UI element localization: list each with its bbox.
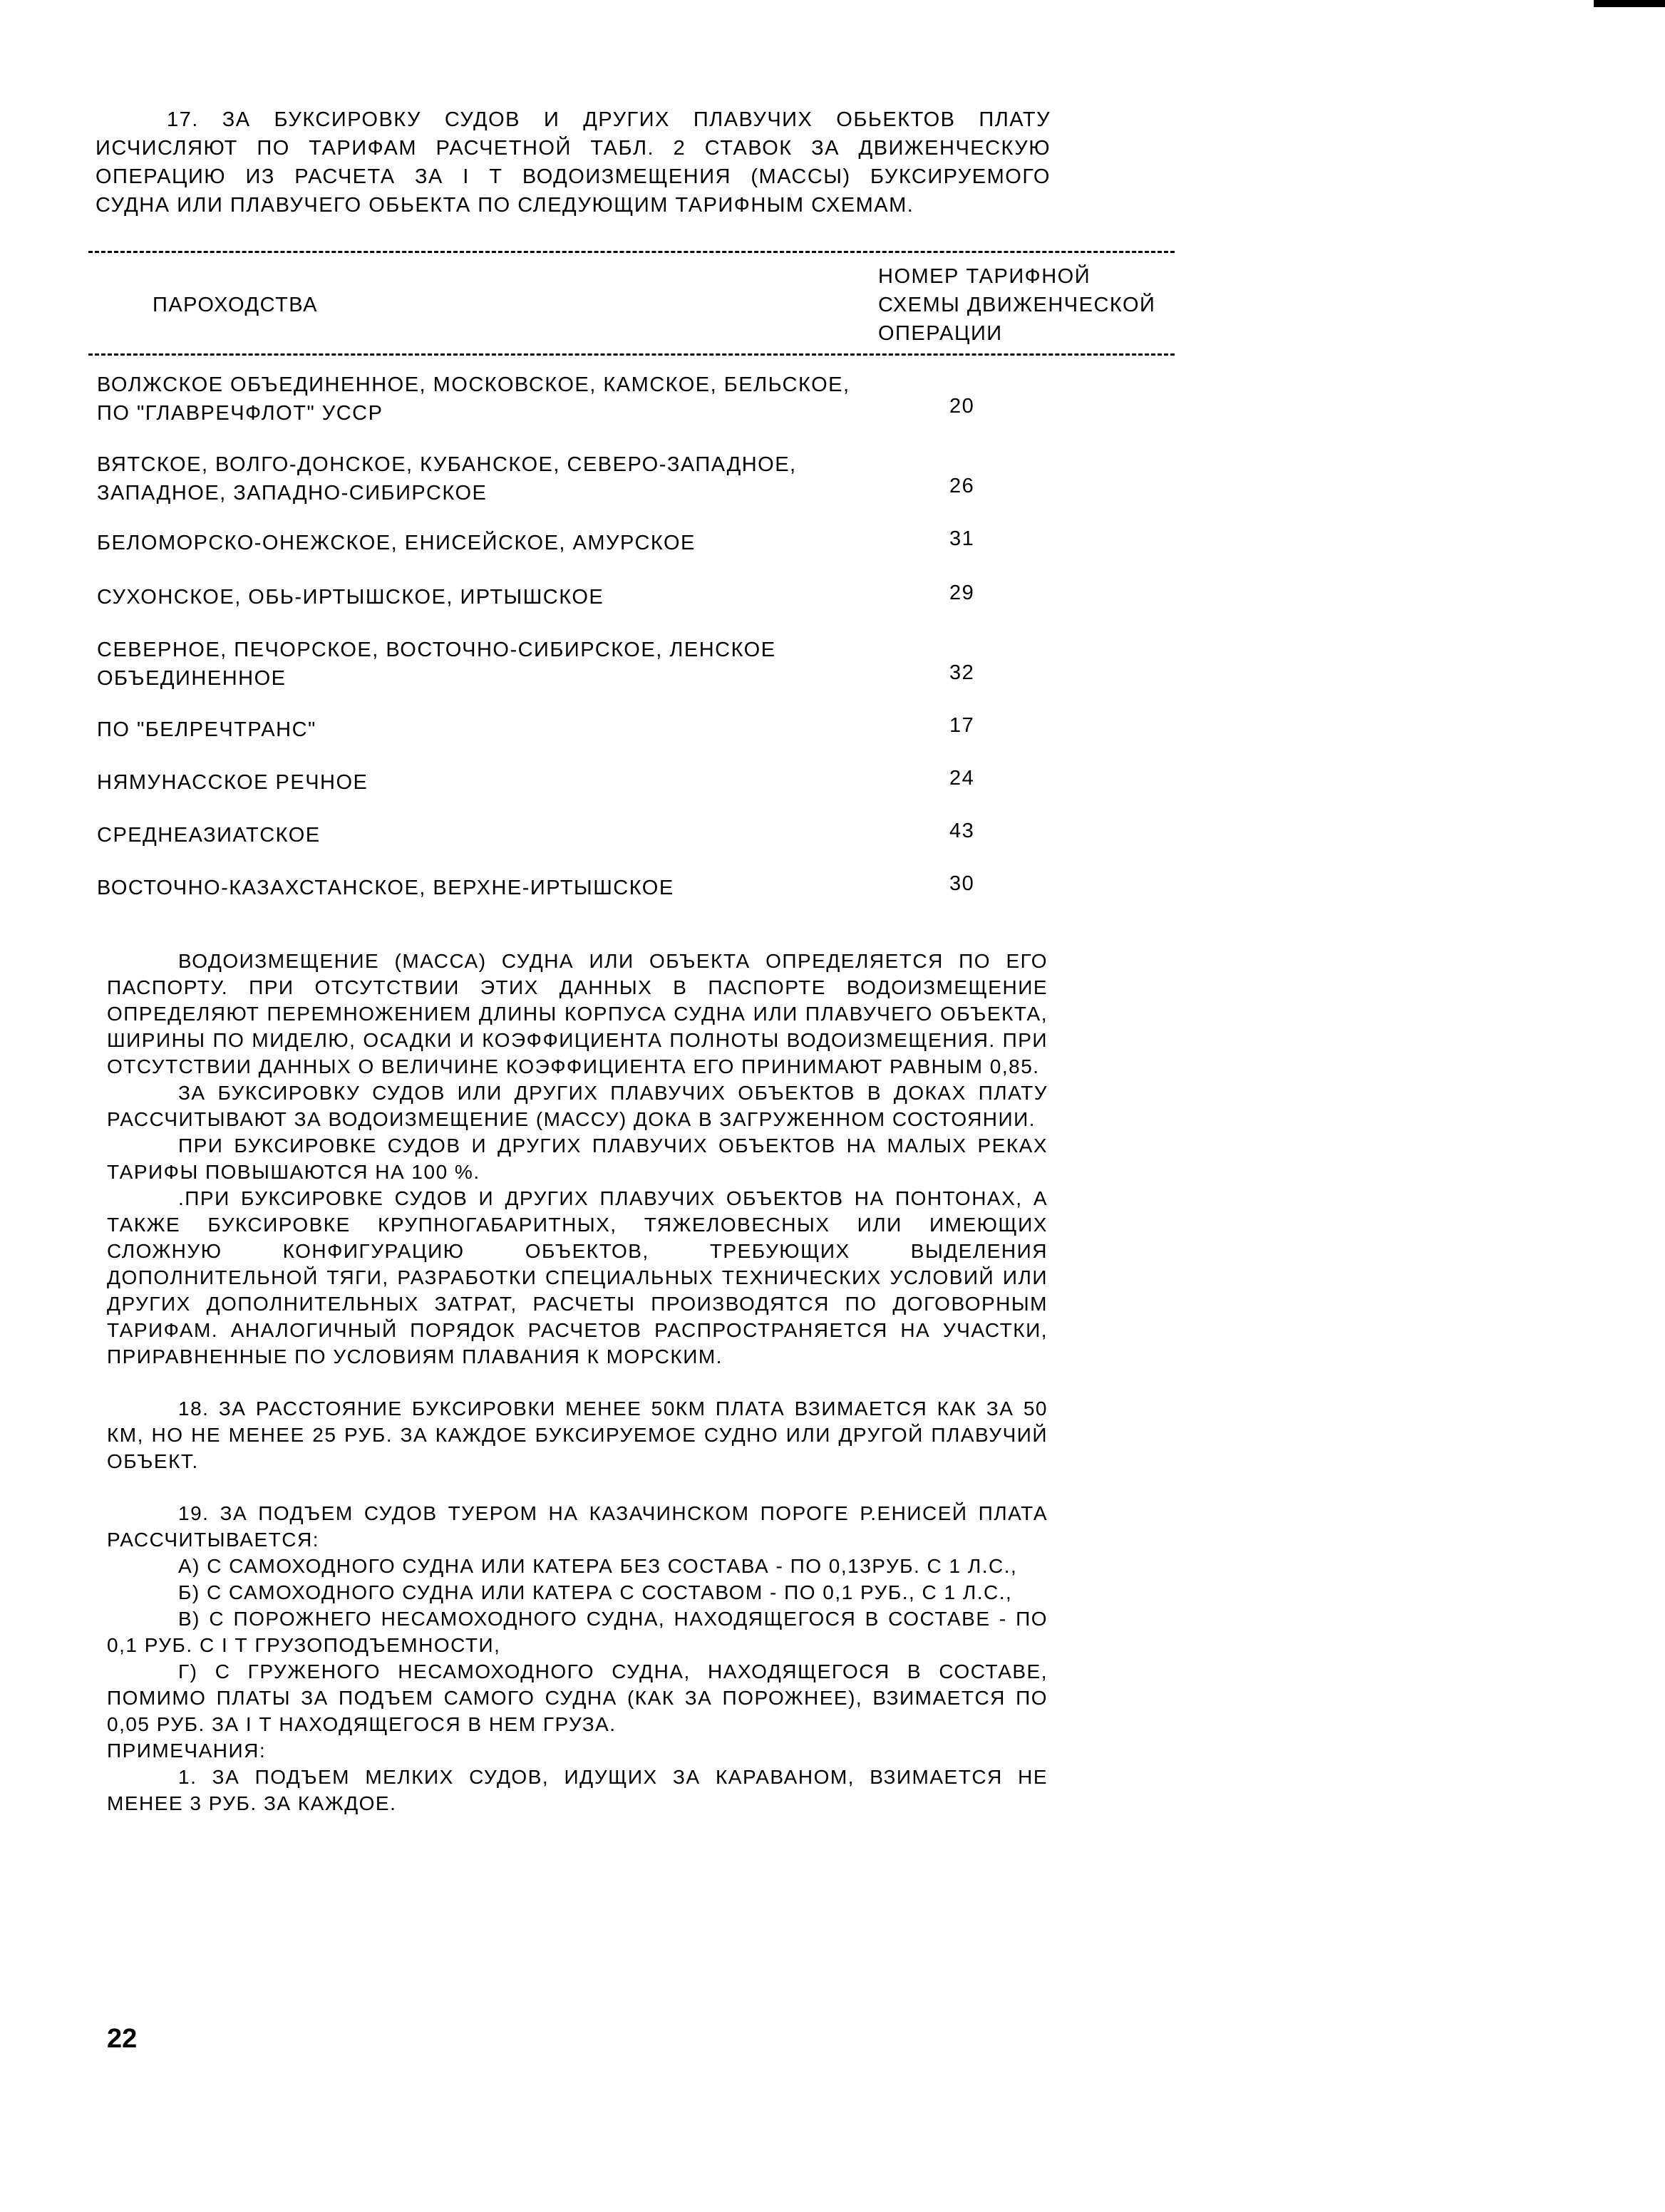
- header-line: НОМЕР ТАРИФНОЙ: [878, 265, 1091, 288]
- table-header-steamship-companies: ПАРОХОДСТВА: [153, 294, 319, 316]
- table-header-tariff-scheme: [878, 262, 1155, 348]
- table-top-rule: [88, 251, 1175, 253]
- table-row: [97, 715, 1166, 744]
- paragraph-pontoons: .ПРИ БУКСИРОВКЕ СУДОВ И ДРУГИХ ПЛАВУЧИХ ОБЪЕКТОВ НА ПОНТОНАХ, А ТАКЖЕ БУКСИРОВКЕ КРУПНОГАБАРИТНЫХ, ТЯЖЕЛОВЕСНЫХ ИЛИ ИМЕЮЩИХ СЛОЖНУЮ КОНФИГУРАЦИЮ ОБЪЕКТОВ, ТРЕБУЮЩИХ ВЫДЕЛЕНИЯ ДОПОЛНИТЕЛЬНОЙ ТЯГИ, РАЗРАБОТКИ СПЕЦИАЛЬНЫХ ТЕХНИЧЕСКИХ УСЛОВИЙ ИЛИ ДРУГИХ ДОПОЛНИТЕЛЬНЫХ ЗАТРАТ, РАСЧЕТЫ ПРОИЗВОДЯТСЯ ПО ДОГОВОРНЫМ ТАРИФАМ. АНАЛОГИЧНЫЙ ПОРЯДОК РАСЧЕТОВ РАСПРОСТРАНЯЕТСЯ НА УЧАСТКИ, ПРИРАВНЕННЫЕ ПО УСЛОВИЯМ ПЛАВАНИЯ К МОРСКИМ.: [107, 1187, 1048, 1368]
- row-value: 24: [949, 767, 975, 790]
- row-name: СРЕДНЕАЗИАТСКОЕ: [97, 824, 321, 847]
- row-name: ПО "БЕЛРЕЧТРАНС": [97, 718, 316, 741]
- row-name: СЕВЕРНОЕ, ПЕЧОРСКОЕ, ВОСТОЧНО-СИБИРСКОЕ, ЛЕНСКОЕ: [97, 639, 776, 661]
- row-value: 32: [949, 661, 975, 684]
- row-value: 29: [949, 582, 975, 604]
- row-name: ВОЛЖСКОЕ ОБЪЕДИНЕННОЕ, МОСКОВСКОЕ, КАМСКОЕ, БЕЛЬСКОЕ,: [97, 373, 850, 396]
- table-header-rule: [88, 353, 1175, 356]
- row-name: ЗАПАДНОЕ, ЗАПАДНО-СИБИРСКОЕ: [97, 482, 488, 505]
- row-name: ВЯТСКОЕ, ВОЛГО-ДОНСКОЕ, КУБАНСКОЕ, СЕВЕРО-ЗАПАДНОЕ,: [97, 453, 797, 476]
- row-name: БЕЛОМОРСКО-ОНЕЖСКОЕ, ЕНИСЕЙСКОЕ, АМУРСКОЕ: [97, 532, 696, 554]
- row-value: 31: [949, 527, 975, 550]
- text-line: ОПЕРАЦИЮ ИЗ РАСЧЕТА ЗА I Т ВОДОИЗМЕЩЕНИЯ (МАССЫ) БУКСИРУЕМОГО: [96, 165, 1051, 188]
- row-name: СУХОНСКОЕ, ОБЬ-ИРТЫШСКОЕ, ИРТЫШСКОЕ: [97, 586, 604, 609]
- table-row: [97, 821, 1166, 849]
- table-row: [97, 636, 1166, 693]
- paragraph-docks: ЗА БУКСИРОВКУ СУДОВ ИЛИ ДРУГИХ ПЛАВУЧИХ ОБЪЕКТОВ В ДОКАХ ПЛАТУ РАССЧИТЫВАЮТ ЗА ВОДОИЗМЕЩЕНИЕ (МАССУ) ДОКА В ЗАГРУЖЕННОМ СОСТОЯНИИ.: [107, 1082, 1048, 1130]
- header-line: СХЕМЫ ДВИЖЕНЧЕСКОЙ: [878, 294, 1156, 316]
- row-value: 30: [949, 872, 975, 895]
- paragraph-19: 19. ЗА ПОДЪЕМ СУДОВ ТУЕРОМ НА КАЗАЧИНСКОМ ПОРОГЕ Р.ЕНИСЕЙ ПЛАТА РАССЧИТЫВАЕТСЯ:: [107, 1502, 1048, 1551]
- table-row: [97, 371, 1166, 428]
- row-value: 26: [949, 475, 975, 497]
- paragraph-19b: Б) С САМОХОДНОГО СУДНА ИЛИ КАТЕРА С СОСТАВОМ - ПО 0,1 РУБ., С 1 Л.С.,: [178, 1581, 1013, 1603]
- paragraph-19a: А) С САМОХОДНОГО СУДНА ИЛИ КАТЕРА БЕЗ СОСТАВА - ПО 0,13РУБ. С 1 Л.С.,: [178, 1555, 1018, 1577]
- body-text: [107, 948, 1048, 1816]
- header-line: ОПЕРАЦИИ: [878, 322, 1003, 345]
- text-line: ИСЧИСЛЯЮТ ПО ТАРИФАМ РАСЧЕТНОЙ ТАБЛ. 2 СТАВОК ЗА ДВИЖЕНЧЕСКУЮ: [96, 137, 1051, 160]
- row-value: 17: [949, 714, 975, 737]
- table-row: [97, 768, 1166, 797]
- paragraph-18: 18. ЗА РАССТОЯНИЕ БУКСИРОВКИ МЕНЕЕ 50КМ ПЛАТА ВЗИМАЕТСЯ КАК ЗА 50 КМ, НО НЕ МЕНЕЕ 25 РУБ. ЗА КАЖДОЕ БУКСИРУЕМОЕ СУДНО ИЛИ ДРУГОЙ ПЛАВУЧИЙ ОБЪЕКТ.: [107, 1397, 1048, 1472]
- paragraph-small-rivers: ПРИ БУКСИРОВКЕ СУДОВ И ДРУГИХ ПЛАВУЧИХ ОБЪЕКТОВ НА МАЛЫХ РЕКАХ ТАРИФЫ ПОВЫШАЮТСЯ НА 100 %.: [107, 1135, 1048, 1183]
- page-number: 22: [107, 2024, 138, 2054]
- row-value: 20: [949, 395, 975, 418]
- paragraph-19d: Г) С ГРУЖЕНОГО НЕСАМОХОДНОГО СУДНА, НАХОДЯЩЕГОСЯ В СОСТАВЕ, ПОМИМО ПЛАТЫ ЗА ПОДЪЕМ САМОГО СУДНА (КАК ЗА ПОРОЖНЕЕ), ВЗИМАЕТСЯ ПО 0,05 РУБ. ЗА I Т НАХОДЯЩЕГОСЯ В НЕМ ГРУЗА.: [107, 1660, 1048, 1735]
- paragraph-displacement: ВОДОИЗМЕЩЕНИЕ (МАССА) СУДНА ИЛИ ОБЪЕКТА ОПРЕДЕЛЯЕТСЯ ПО ЕГО ПАСПОРТУ. ПРИ ОТСУТСТВИИ ЭТИХ ДАННЫХ В ПАСПОРТЕ ВОДОИЗМЕЩЕНИЕ ОПРЕДЕЛЯЮТ ПЕРЕМНОЖЕНИЕМ ДЛИНЫ КОРПУСА СУДНА ИЛИ ПЛАВУЧЕГО ОБЪЕКТА, ШИРИНЫ ПО МИДЕЛЮ, ОСАДКИ И КОЭФФИЦИЕНТА ПОЛНОТЫ ВОДОИЗМЕЩЕНИЯ. ПРИ ОТСУТСТВИИ ДАННЫХ О ВЕЛИЧИНЕ КОЭФФИЦИЕНТА ЕГО ПРИНИМАЮТ РАВНЫМ 0,85.: [107, 950, 1048, 1077]
- notes-label: ПРИМЕЧАНИЯ:: [107, 1740, 267, 1762]
- text-line: 17. ЗА БУКСИРОВКУ СУДОВ И ДРУГИХ ПЛАВУЧИХ ОБЬЕКТОВ ПЛАТУ: [167, 108, 1051, 131]
- paragraph-17: [96, 105, 1051, 219]
- row-name: НЯМУНАССКОЕ РЕЧНОЕ: [97, 771, 368, 794]
- table-row: [97, 450, 1166, 507]
- note-1: 1. ЗА ПОДЪЕМ МЕЛКИХ СУДОВ, ИДУЩИХ ЗА КАРАВАНОМ, ВЗИМАЕТСЯ НЕ МЕНЕЕ 3 РУБ. ЗА КАЖДОЕ.: [107, 1766, 1048, 1814]
- table-row: [97, 874, 1166, 902]
- row-name: ПО "ГЛАВРЕЧФЛОТ" УССР: [97, 402, 383, 425]
- table-row: [97, 529, 1166, 557]
- scan-edge-mark: [1594, 0, 1665, 7]
- table-row: [97, 583, 1166, 611]
- row-name: ВОСТОЧНО-КАЗАХСТАНСКОЕ, ВЕРХНЕ-ИРТЫШСКОЕ: [97, 877, 674, 899]
- row-name: ОБЪЕДИНЕННОЕ: [97, 667, 287, 690]
- paragraph-19c: В) С ПОРОЖНЕГО НЕСАМОХОДНОГО СУДНА, НАХОДЯЩЕГОСЯ В СОСТАВЕ - ПО 0,1 РУБ. С I Т ГРУЗОПОДЪЕМНОСТИ,: [107, 1608, 1048, 1656]
- text-line: СУДНА ИЛИ ПЛАВУЧЕГО ОБЬЕКТА ПО СЛЕДУЮЩИМ ТАРИФНЫМ СХЕМАМ.: [96, 194, 914, 217]
- row-value: 43: [949, 820, 975, 842]
